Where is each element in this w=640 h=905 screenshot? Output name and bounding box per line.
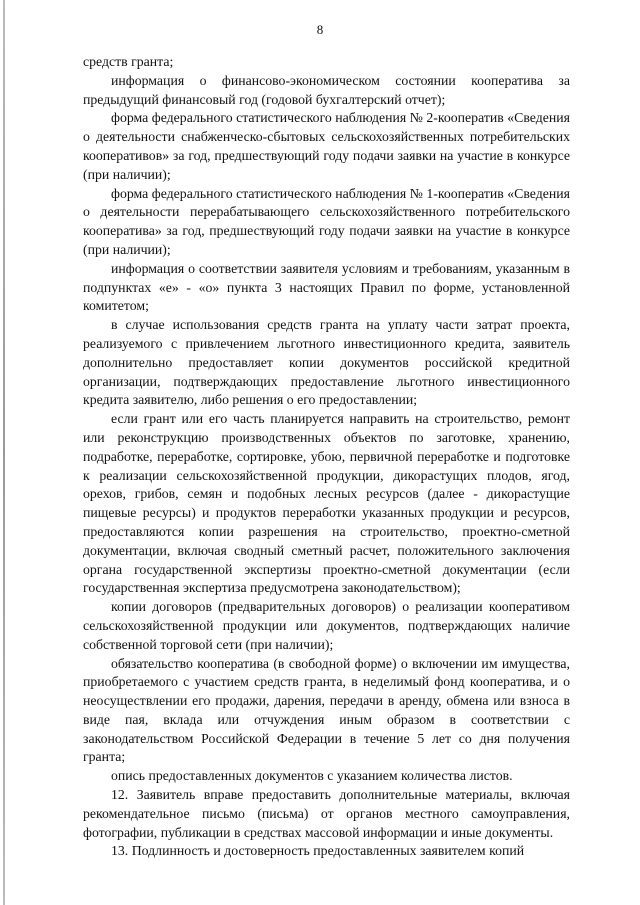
document-body: [83, 53, 570, 861]
paragraph: обязательство кооператива (в свободной форме) о включении им имущества, приобретаемого с участием средств гранта, в неделимый фонд кооператива, и о неосуществлении его продажи, дарения, передачи в аренду, обмена или взноса в виде пая, вклада или отчуждения иным образом в соответствии с законодательством Российской Федерации в течение 5 лет со дня получения гранта;: [83, 655, 570, 765]
paragraph: средств гранта;: [83, 54, 174, 69]
paragraph: если грант или его часть планируется направить на строительство, ремонт или реконструкцию производственных объектов по заготовке, хранению, подработке, переработке, сортировке, убою, первичной переработке и подготовке к реализации сельскохозяйственной продукции, дикорастущих плодов, ягод, орехов, грибов, семян и подобных лесных ресурсов (далее - дикорастущие пищевые ресурсы) и продуктов переработки указанных продукции и ресурсов, предоставляются копии разрешения на строительство, проектно-сметной документации, включая сводный сметный расчет, положительного заключения органа государственной экспертизы проектно-сметной документации (если государственная экспертиза предусмотрена законодательством);: [83, 411, 570, 596]
paragraph: копии договоров (предварительных договоров) о реализации кооперативом сельскохозяйственной продукции или документов, подтверждающих наличие собственной торговой сети (при наличии);: [83, 599, 570, 652]
page-number: 8: [316, 22, 324, 37]
paragraph: в случае использования средств гранта на уплату части затрат проекта, реализуемого с привлечением льготного инвестиционного кредита, заявитель дополнительно предоставляет копии документов российской кредитной организации, подтверждающих предоставление льготного инвестиционного кредита заявителю, либо решения о его предоставлении;: [83, 317, 570, 408]
paragraph: опись предоставленных документов с указанием количества листов.: [111, 768, 513, 784]
paragraph: 13. Подлинность и достоверность предоставленных заявителем копий: [111, 843, 525, 859]
paragraph: информация о финансово-экономическом состоянии кооператива за предыдущий финансовый год (годовой бухгалтерский отчет);: [83, 72, 570, 107]
paragraph: форма федерального статистического наблюдения № 1-кооператив «Сведения о деятельности перерабатывающего сельскохозяйственного потребительского кооператива» за год, предшествующий году подачи заявки на участие в конкурсе (при наличии);: [83, 185, 570, 257]
paragraph: форма федерального статистического наблюдения № 2-кооператив «Сведения о деятельности снабженческо-сбытовых сельскохозяйственных потребительских кооперативов» за год, предшествующий году подачи заявки на участие в конкурсе (при наличии);: [83, 110, 570, 182]
paragraph: 12. Заявитель вправе предоставить дополнительные материалы, включая рекомендательное письмо (письма) от органов местного самоуправления, фотографии, публикации в средствах массовой информации и иные документы.: [83, 787, 570, 840]
paragraph: информация о соответствии заявителя условиям и требованиям, указанным в подпунктах «е» - «о» пункта 3 настоящих Правил по форме, установленной комитетом;: [83, 260, 570, 314]
page-edge: [3, 0, 5, 905]
